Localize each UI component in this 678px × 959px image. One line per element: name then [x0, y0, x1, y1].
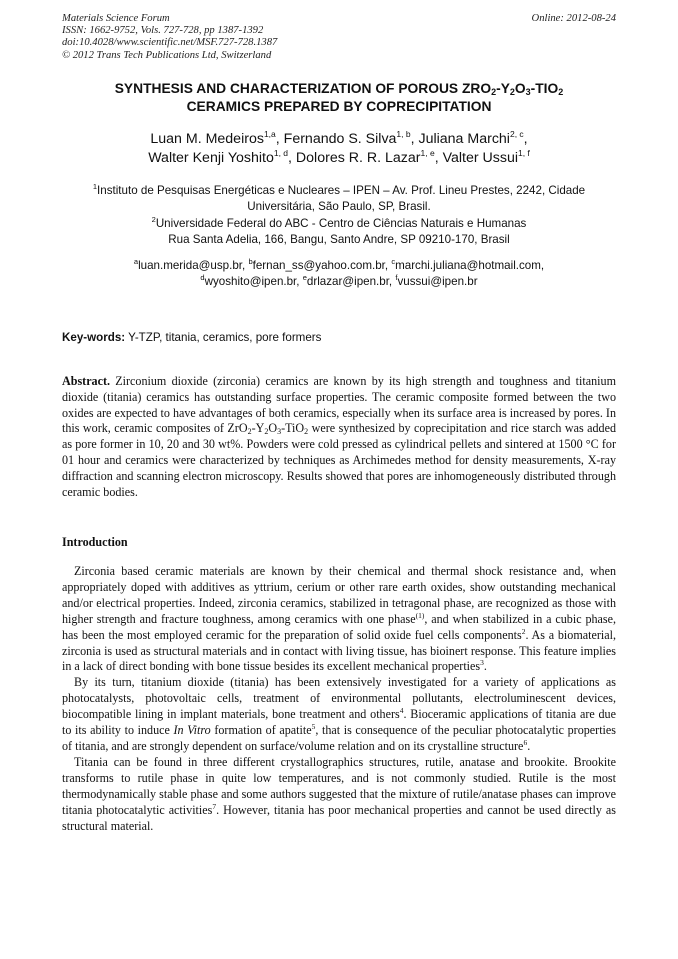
email-link[interactable]: fernan_ss@yahoo.com.br, — [252, 259, 392, 272]
email-link[interactable]: luan.merida@usp.br, — [138, 259, 249, 272]
online-date: Online: 2012-08-24 — [531, 13, 616, 24]
citation[interactable]: (1) — [415, 610, 425, 620]
abstract-label: Abstract. — [62, 374, 111, 388]
keywords-label: Key-words: — [62, 331, 126, 344]
journal-copyright: © 2012 Trans Tech Publications Ltd, Switzerland — [62, 49, 272, 61]
affiliation-1: $^1$Instituto de Pesquisas Energéticas e Nucleares – IPEN – Av. Prof. Lineu Prestes, 2242, Cidade — [92, 182, 586, 197]
email-link[interactable]: drlazar@ipen.br, — [306, 274, 396, 288]
citation[interactable]: 6 — [523, 737, 528, 747]
paper-title — [62, 80, 616, 116]
affiliation-2-cont: Rua Santa Adelia, 166, Bangu, Santo Andre, SP 09210-170, Brasil — [168, 232, 510, 246]
introduction-body — [62, 564, 616, 834]
title-line-1: SYNTHESIS AND CHARACTERIZATION OF POROUS $ZRO_2-Y_2O_3-TIO_2$ — [114, 81, 564, 97]
affiliation-1-cont: Universitária, São Paulo, SP, Brasil. — [247, 200, 431, 214]
journal-doi[interactable]: doi:10.4028/www.scientific.net/MSF.727-728.1387 — [62, 37, 278, 49]
title-line-2: CERAMICS PREPARED BY COPRECIPITATION — [186, 99, 492, 114]
author-emails — [62, 258, 616, 290]
author-line-1: Luan M. Medeiros$^{1,a}$, Fernando S. Silva$^{1, b}$, Juliana Marchi$^{2, c}$, — [150, 129, 528, 147]
citation[interactable]: 5 — [311, 722, 316, 732]
affiliation-2: $^2$Universidade Federal do ABC - Centro de Ciências Naturais e Humanas — [151, 214, 527, 230]
keywords — [62, 330, 616, 345]
email-link[interactable]: vussui@ipen.br — [397, 274, 478, 288]
citation[interactable]: 3 — [480, 658, 484, 668]
paragraph: Titania can be found in three different crystallographics structures, rutile, anatase and brookite. Brookite transforms to rutile phase in quite low temperatures, and is not commonly studied. Rutile is the most thermodynamically stable phase and some authors suggested that the mixture of rutile/anatase phases can improve titania photocatalytic activities$^7$. However, titania has poor mechanical properties and cannot be used directly as structural material. — [62, 754, 617, 833]
paragraph: By its turn, titanium dioxide (titania) has been extensively investigated for a variety of applications as photocatalysts, photovoltaic cells, treatment of environmental pollutants, electroluminescent devices, biocompatible lining in implant materials, bone treatment and others$^4$. Bioceramic applications of titania are due to its ability to induce In Vitro formation of apatite$^5$, that is consequence of the peculiar photocatalytic properties of titania, and are strongly dependent on surface/volume relation and on its crystalline structure$^6$. — [62, 675, 616, 753]
affiliations — [62, 183, 616, 248]
journal-header — [62, 13, 616, 62]
paragraph: Zirconia based ceramic materials are known by their chemical and thermal shock resistance and, when appropriately doped with additives as yttrium, cerium or other rare earth oxides, show outstanding mechanical and/or electrical properties. Indeed, zirconia ceramics, stabilized in tetragonal phase, are recognized as those with higher strength and fracture toughness, among ceramics with one phase$^{(1)}$, and when stabilized in a cubic phase, has been the most employed ceramic for the preparation of solid oxide fuel cells components$^2$. As a biomaterial, zirconia is used as structural materials and in contact with living tissue, has bioinert response. This feature implies in a lack of direct bonding with bone tissue besides its excellent mechanical properties$^3$. — [62, 564, 617, 674]
email-line-1: $^a$luan.merida@usp.br, $^b$fernan_ss@yahoo.com.br, $^c$marchi.juliana@hotmail.com, — [133, 257, 545, 272]
author-list — [62, 130, 616, 167]
author-line-2: Walter Kenji Yoshito$^{1, d}$, Dolores R. R. Lazar$^{1, e}$, Valter Ussui$^{1, f}$ — [148, 147, 530, 166]
keywords-text: Y-TZP, titania, ceramics, pore formers — [125, 331, 322, 344]
section-heading-introduction: Introduction — [62, 535, 128, 549]
citation[interactable]: 7 — [212, 801, 217, 811]
journal-issn: ISSN: 1662-9752, Vols. 727-728, pp 1387-1392 — [62, 25, 264, 37]
citation[interactable]: 2 — [521, 626, 526, 636]
abstract: Abstract. Zirconium dioxide (zirconia) ceramics are known by its high strength and toughness and titanium dioxide (titania) ceramics has outstanding surface properties. The ceramic composite formed between the two oxides are expected to have advantages of both ceramics, especially when its surface area is increased by pores. In this work, ceramic composites of $ZrO_2-Y_2O_3-TiO_2$ were synthesized by coprecipitation and rice starch was added as pore former in 10, 20 and 30 wt%. Powders were cold pressed as cylindrical pellets and sintered at 1500 °C for 01 hour and ceramics were characterized by techniques as Archimedes method for density measurements, X-ray diffraction and scanning electron microscopy. Results showed that pores are inhomogeneously distributed through ceramic bodies. — [62, 374, 616, 499]
citation[interactable]: 4 — [399, 706, 404, 716]
email-link[interactable]: wyoshito@ipen.br, — [204, 274, 303, 288]
email-line-2: $^d$wyoshito@ipen.br, $^e$drlazar@ipen.br, $^f$vussui@ipen.br — [200, 272, 478, 288]
journal-name: Materials Science Forum — [62, 13, 170, 24]
email-link[interactable]: marchi.juliana@hotmail.com, — [395, 259, 545, 272]
